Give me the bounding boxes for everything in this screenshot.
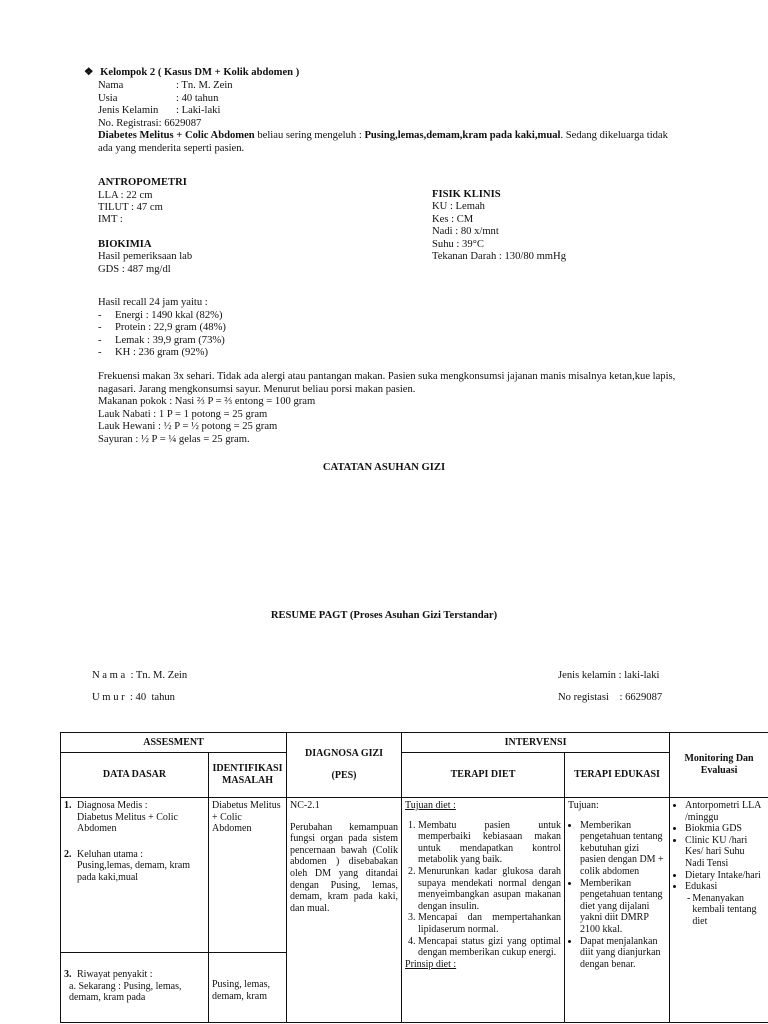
identifikasi-cell-2: Pusing, lemas, demam, kram: [209, 953, 287, 1023]
diet-goal-item: 2. Menurunkan kadar glukosa darah supaya mendekati normal dengan menyeimbangkan asupan makanan dengan insulin.: [418, 866, 561, 912]
resume-umur: U m u r : 40 tahun: [92, 692, 175, 703]
antropometri-line: IMT :: [98, 214, 123, 225]
diet-line: Lauk Hewani : ½ P = ½ potong = 25 gram: [98, 421, 278, 432]
header-terapi-edukasi: TERAPI EDUKASI: [565, 753, 670, 798]
diet-line: nagasari. Jarang mengkonsumsi sayur. Menurut beliau porsi makan pasien.: [98, 384, 416, 395]
edu-goal-item: • Dapat menjalankan diit yang dianjurkan dengan benar.: [580, 936, 666, 971]
monitor-item: • Antorpometri LLA /minggu: [685, 800, 765, 823]
header-assesment: ASSESMENT: [61, 733, 287, 753]
diamond-bullet-icon: ❖: [84, 67, 94, 78]
monitor-item: • Dietary Intake/hari: [685, 870, 765, 882]
fisik-line: Kes : CM: [432, 214, 474, 225]
diet-goal-item: 3. Mencapai dan mempertahankan lipidaserum normal.: [418, 912, 561, 935]
pes-cell: NC-2.1 Perubahan kemampuan fungsi organ pada sistem pencernaan bawah (Colik abdomen ) disebabakan oleh DM yang ditandai dengan Pusing, lemas, demam, kram pada kaki, dan mual.: [287, 798, 402, 1023]
monitor-item: • Biokmia GDS: [685, 823, 765, 835]
header-terapi-diet: TERAPI DIET: [402, 753, 565, 798]
monitor-sub-item: Menanyakan kembali tentang diet: [692, 892, 757, 927]
riwayat-cell: 3. Riwayat penyakit : a. Sekarang : Pusing, lemas, demam, kram pada: [61, 953, 209, 1023]
resume-nama: N a m a : Tn. M. Zein: [92, 670, 188, 681]
recall-intro: Hasil recall 24 jam yaitu :: [98, 297, 208, 308]
fisik-line: KU : Lemah: [432, 201, 485, 212]
group-title: Kelompok 2 ( Kasus DM + Kolik abdomen ): [100, 67, 300, 78]
monitor-item: • Clinic KU /hari Kes/ hari Suhu Nadi Tensi: [685, 835, 765, 870]
edu-goal-item: • Memberikan pengetahuan tentang kebutuhan gizi pasien dengan DM + colik abdomen: [580, 820, 666, 878]
edu-goal-item: • Memberikan pengetahuan tentang diet yang dijalani yakni diit DMRP 2100 kkal.: [580, 878, 666, 936]
header-data-dasar: DATA DASAR: [61, 753, 209, 798]
terapi-diet-cell: Tujuan diet : 1. Membatu pasien untuk memperbaiki kebiasaan makan untuk mendapatkan kontrol metabolik yang baik. 2. Menurunkan kadar glukosa darah supaya mendekati normal dengan menyeimbangkan asupan makanan dengan insulin. 3. Mencapai dan mempertahankan lipidaserum normal. 4. Mencapai status gizi yang optimal dengan memberikan cukup energi. Prinsip diet :: [402, 798, 565, 1023]
diet-line: Sayuran : ½ P = ¼ gelas = 25 gram.: [98, 434, 250, 445]
complaint-line: Diabetes Melitus + Colic Abdomen beliau sering mengeluh : Pusing,lemas,demam,kram pada kaki,mual. Sedang dikeluarga tidak: [98, 130, 668, 141]
antropometri-line: LLA : 22 cm: [98, 190, 153, 201]
recall-item: - Protein : 22,9 gram (48%): [98, 322, 226, 333]
fisik-line: Suhu : 39°C: [432, 239, 484, 250]
diet-line: Makanan pokok : Nasi ⅔ P = ⅔ entong = 100 gram: [98, 396, 316, 407]
recall-item: - KH : 236 gram (92%): [98, 347, 208, 358]
catatan-title: CATATAN ASUHAN GIZI: [322, 462, 446, 473]
antropometri-line: TILUT : 47 cm: [98, 202, 163, 213]
data-dasar-cell: 1. Diagnosa Medis : Diabetus Melitus + Colic Abdomen 2. Keluhan utama : Pusing,lemas, demam, kram pada kaki,mual: [61, 798, 209, 953]
fisik-line: Nadi : 80 x/mnt: [432, 226, 499, 237]
resume-title: RESUME PAGT (Proses Asuhan Gizi Terstandar): [270, 610, 498, 621]
patient-field: No. Registrasi: 6629087: [98, 118, 202, 129]
diet-goal-item: 4. Mencapai status gizi yang optimal dengan memberikan cukup energi.: [418, 936, 561, 959]
fisik-heading: FISIK KLINIS: [432, 189, 501, 200]
diet-goal-item: 1. Membatu pasien untuk memperbaiki kebiasaan makan untuk mendapatkan kontrol metabolik yang baik.: [418, 820, 561, 866]
header-monitoring: Monitoring Dan Evaluasi: [670, 733, 768, 798]
header-intervensi: INTERVENSI: [402, 733, 670, 753]
diet-line: Frekuensi makan 3x sehari. Tidak ada alergi atau pantangan makan. Pasien suka mengkonsumsi jajanan manis misalnya ketan,kue lapis,: [98, 371, 676, 382]
recall-item: - Lemak : 39,9 gram (73%): [98, 335, 225, 346]
patient-field: Jenis Kelamin : Laki-laki: [98, 105, 221, 116]
patient-field: Nama : Tn. M. Zein: [98, 80, 233, 91]
complaint-line-2: ada yang menderita seperti pasien.: [98, 143, 245, 154]
identifikasi-cell: Diabetus Melitus + Colic Abdomen: [209, 798, 287, 953]
biokimia-line: Hasil pemeriksaan lab: [98, 251, 193, 262]
header-diagnosa: DIAGNOSA GIZI (PES): [287, 733, 402, 798]
diet-line: Lauk Nabati : 1 P = 1 potong = 25 gram: [98, 409, 268, 420]
fisik-line: Tekanan Darah : 130/80 mmHg: [432, 251, 566, 262]
group-heading: [84, 67, 299, 80]
biokimia-line: GDS : 487 mg/dl: [98, 264, 171, 275]
terapi-edukasi-cell: Tujuan: • Memberikan pengetahuan tentang kebutuhan gizi pasien dengan DM + colik abdomen • Memberikan pengetahuan tentang diet yang dijalani yakni diit DMRP 2100 kkal. • Dapat menjalankan diit yang dianjurkan dengan benar.: [565, 798, 670, 1023]
biokimia-heading: BIOKIMIA: [98, 239, 152, 250]
resume-noreg: No registasi : 6629087: [558, 692, 663, 703]
header-identifikasi: IDENTIFIKASI MASALAH: [209, 753, 287, 798]
resume-jk: Jenis kelamin : laki-laki: [558, 670, 660, 681]
pagt-table: [60, 732, 768, 1023]
recall-item: - Energi : 1490 kkal (82%): [98, 310, 223, 321]
monitor-item: • Edukasi: [685, 881, 765, 893]
monitoring-cell: • Antorpometri LLA /minggu • Biokmia GDS • Clinic KU /hari Kes/ hari Suhu Nadi Tensi • Dietary Intake/hari • Edukasi - Menanyakan kembali tentang diet: [670, 798, 768, 1023]
patient-field: Usia : 40 tahun: [98, 93, 219, 104]
antropometri-heading: ANTROPOMETRI: [98, 177, 187, 188]
